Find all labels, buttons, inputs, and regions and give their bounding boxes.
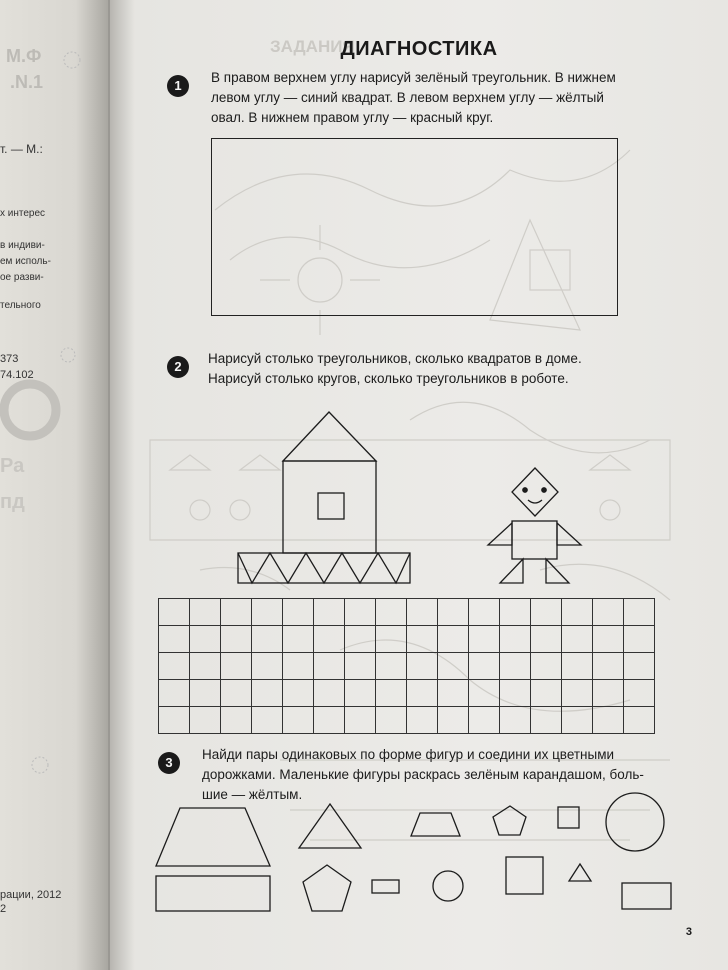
instruction-line: В правом верхнем углу нарисуй зелёный треугольник. В нижнем [211, 70, 616, 85]
text-fragment: тельного [0, 300, 41, 311]
text-fragment: 373 [0, 353, 19, 365]
text-fragment: 74.102 [0, 369, 34, 381]
large-trapezoid [156, 808, 270, 866]
previous-page-edge [0, 0, 108, 970]
instruction-line: овал. В нижнем правом углу — красный круг. [211, 110, 494, 125]
large-rectangle [156, 876, 270, 911]
small-square [558, 807, 579, 828]
svg-text:пд: пд [0, 491, 25, 513]
text-fragment: х интерес [0, 208, 46, 219]
instruction-line: Нарисуй столько треугольников, сколько квадратов в доме. [208, 351, 582, 366]
page-number: 3 [685, 926, 692, 938]
large-triangle [299, 804, 361, 848]
ghost-mark: .N.1 [10, 72, 44, 92]
instruction-line: Найди пары одинаковых по форме фигур и соедини их цветными [202, 747, 615, 762]
large-pentagon [303, 865, 351, 911]
ghost-mark: М.Ф [6, 46, 42, 66]
svg-text:ЗАДАНИЯ: ЗАДАНИЯ [270, 37, 355, 56]
text-fragment: 2 [0, 903, 7, 915]
instruction-line: шие — жёлтым. [202, 787, 303, 802]
small-triangle [569, 864, 591, 881]
text-fragment: т. — М.: [0, 142, 43, 156]
task3-shapes [110, 0, 728, 970]
task-number: 1 [167, 75, 189, 97]
svg-text:Ра: Ра [0, 455, 25, 477]
small-trapezoid [411, 813, 460, 836]
task-number: 3 [158, 752, 180, 774]
instruction-line: дорожками. Маленькие фигуры раскрась зелёным карандашом, боль- [202, 767, 644, 782]
text-fragment: в индиви- [0, 240, 45, 251]
small-rectangle [372, 880, 399, 893]
text-fragment: рации, 2012 [0, 889, 62, 901]
instruction-line: Нарисуй столько кругов, сколько треугольников в роботе. [208, 371, 569, 386]
workbook-page [110, 0, 728, 970]
large-square [506, 857, 543, 894]
bleed-through-art [0, 0, 108, 970]
small-circle [433, 871, 463, 901]
instruction-line: левом углу — синий квадрат. В левом верхнем углу — жёлтый [211, 90, 604, 105]
page-title: ДИАГНОСТИКА [340, 38, 498, 60]
task-number: 2 [167, 356, 189, 378]
text-fragment: ем исполь- [0, 256, 51, 267]
text-fragment: ое разви- [0, 272, 44, 283]
medium-rectangle [622, 883, 671, 909]
small-pentagon [493, 806, 526, 835]
large-circle [606, 793, 664, 851]
